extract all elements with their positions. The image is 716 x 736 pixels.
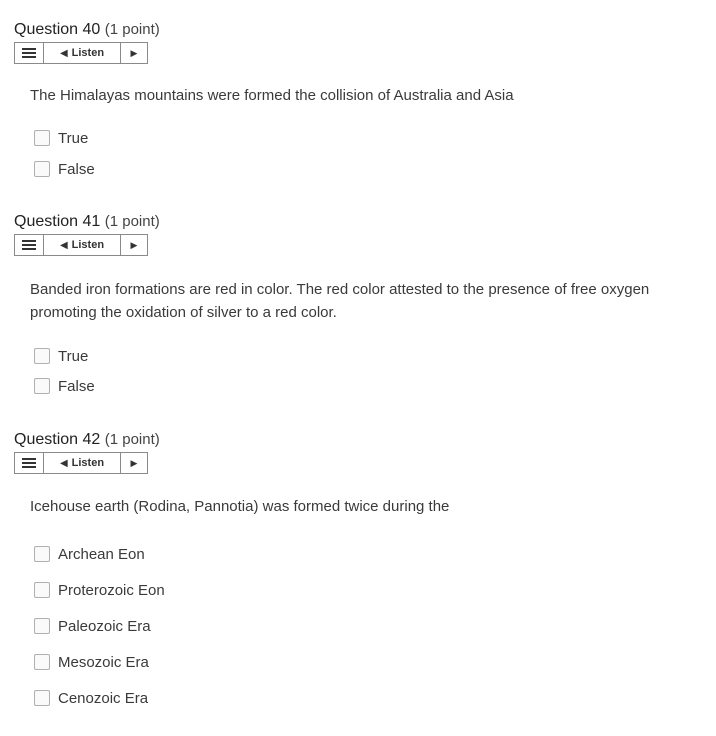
menu-icon [22, 48, 36, 58]
menu-icon [22, 240, 36, 250]
listen-label: Listen [71, 239, 105, 251]
option-archean-eon[interactable] [34, 544, 145, 564]
listen-button[interactable] [44, 43, 121, 63]
option-proterozoic-eon[interactable] [34, 580, 165, 600]
radio-button[interactable] [34, 654, 50, 670]
question-header [14, 430, 160, 450]
option-true[interactable] [34, 128, 88, 148]
option-label: False [58, 160, 95, 178]
radio-button[interactable] [34, 378, 50, 394]
menu-button[interactable] [15, 43, 44, 63]
question-header [14, 212, 160, 232]
play-button[interactable] [121, 453, 147, 473]
radio-button[interactable] [34, 618, 50, 634]
play-button[interactable] [121, 43, 147, 63]
listen-toolbar [14, 452, 148, 474]
play-icon: ▶ [130, 239, 138, 250]
radio-button[interactable] [34, 546, 50, 562]
listen-toolbar [14, 234, 148, 256]
radio-button[interactable] [34, 582, 50, 598]
question-text: Icehouse earth (Rodina, Pannotia) was formed twice during the [30, 498, 450, 515]
radio-button[interactable] [34, 690, 50, 706]
menu-button[interactable] [15, 235, 44, 255]
option-false[interactable] [34, 159, 95, 179]
speaker-icon: ◀ [59, 239, 68, 251]
speaker-icon: ◀ [59, 47, 68, 59]
listen-button[interactable] [44, 235, 121, 255]
listen-label: Listen [71, 457, 105, 469]
play-icon: ▶ [130, 457, 138, 468]
speaker-icon: ◀ [59, 457, 68, 469]
option-false[interactable] [34, 376, 95, 396]
menu-icon [22, 458, 36, 468]
option-label: True [58, 347, 89, 365]
question-points: (1 point) [104, 21, 160, 38]
radio-button[interactable] [34, 348, 50, 364]
option-mesozoic-era[interactable] [34, 652, 149, 672]
question-title: Question 41 [14, 213, 101, 230]
radio-button[interactable] [34, 130, 50, 146]
option-label: Paleozoic Era [58, 617, 151, 635]
play-icon: ▶ [130, 47, 138, 58]
listen-button[interactable] [44, 453, 121, 473]
question-text: The Himalayas mountains were formed the collision of Australia and Asia [30, 87, 514, 104]
question-points: (1 point) [104, 213, 160, 230]
option-cenozoic-era[interactable] [34, 688, 148, 708]
listen-toolbar [14, 42, 148, 64]
play-button[interactable] [121, 235, 147, 255]
question-header [14, 20, 160, 40]
option-label: Proterozoic Eon [58, 581, 165, 599]
option-label: True [58, 129, 89, 147]
menu-button[interactable] [15, 453, 44, 473]
radio-button[interactable] [34, 161, 50, 177]
option-paleozoic-era[interactable] [34, 616, 151, 636]
option-true[interactable] [34, 346, 88, 366]
option-label: Archean Eon [58, 545, 145, 563]
option-label: Cenozoic Era [58, 689, 149, 707]
question-title: Question 40 [14, 21, 101, 38]
option-label: False [58, 377, 95, 395]
question-title: Question 42 [14, 431, 101, 448]
question-points: (1 point) [104, 431, 160, 448]
question-text: Banded iron formations are red in color. The red color attested to the presence of free oxygen promoting the oxidation of silver to a red color. [30, 281, 650, 321]
option-label: Mesozoic Era [58, 653, 149, 671]
listen-label: Listen [71, 47, 105, 59]
